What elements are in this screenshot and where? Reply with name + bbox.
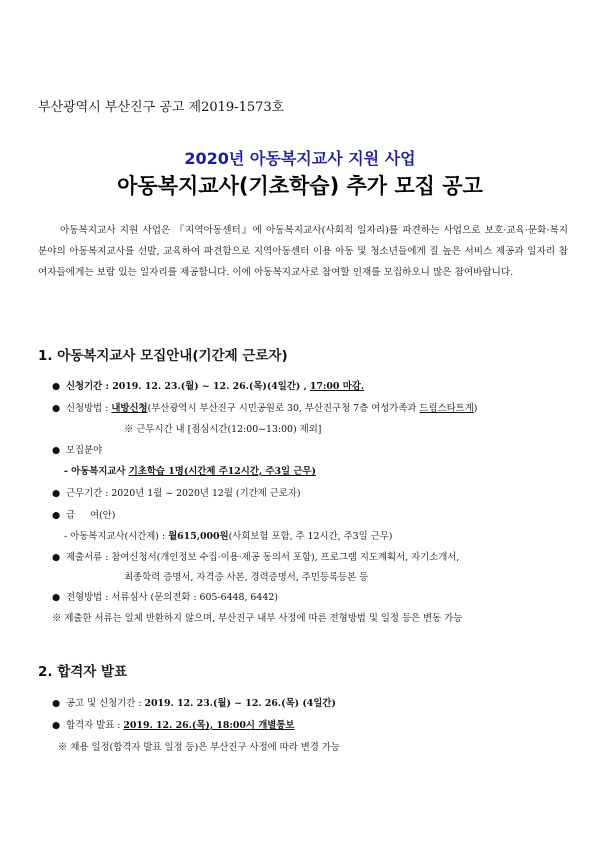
field-prefix: - 아동복지교사 (64, 466, 129, 477)
section2-heading: 2. 합격자 발표 (38, 664, 128, 680)
bullet-icon: ● (52, 698, 61, 709)
pay-suffix: (사회보험 포함, 주 12시간, 주3일 근무) (228, 531, 393, 542)
result-prefix: 합격자 발표 : (66, 720, 124, 731)
item-pay (52, 507, 115, 521)
item-documents (52, 549, 459, 563)
notice-number: 부산광역시 부산진구 공고 제2019-1573호 (38, 100, 285, 115)
item-application-method (52, 400, 477, 414)
section1-heading: 1. 아동복지교사 모집안내(기간제 근로자) (38, 348, 288, 364)
bullet-icon: ● (52, 510, 61, 521)
pay-detail-line (64, 528, 392, 542)
period-label: 신청기간 : 2019. 12. 23.(월) ~ 12. 26.(목)(4일간) , (66, 381, 307, 392)
announce-period-value: 2019. 12. 23.(월) ~ 12. 26.(목) (4일간) (144, 698, 336, 709)
field-label: 모집분야 (66, 445, 103, 456)
item-announce-period (52, 695, 336, 709)
pay-prefix: - 아동복지교사(시간제) : (64, 531, 169, 542)
bullet-icon: ● (52, 592, 61, 603)
work-period: 근무기간 : 2020년 1월 ~ 2020년 12월 (기간제 근로자) (66, 488, 301, 499)
item-field (52, 442, 102, 456)
docs-line-2: 최종학력 증명서, 자격증 사본, 경력증명서, 주민등록등본 등 (124, 572, 369, 583)
bullet-icon: ● (52, 720, 61, 731)
method-note: ※ 근무시간 내 [점심시간(12:00~13:00) 제외] (124, 424, 322, 435)
result-value: 2019. 12. 26.(목), 18:00시 개별통보 (123, 720, 295, 731)
section1-note: ※ 제출한 서류는 일체 반환하지 않으며, 부산진구 내부 사정에 따른 전형방법 및 일정 등은 변동 가능 (52, 613, 463, 624)
pay-label: 급 여(안) (66, 510, 116, 521)
bullet-icon: ● (52, 381, 61, 392)
bullet-icon: ● (52, 552, 61, 563)
item-work-period (52, 485, 301, 499)
method-visit: 내방신청 (111, 403, 148, 414)
item-application-period (52, 378, 364, 392)
screening: 전형방법 : 서류심사 (문의전화 : 605-6448, 6442) (66, 592, 278, 603)
title-line-1: 2020년 아동복지교사 지원 사업 (184, 149, 416, 168)
bullet-icon: ● (52, 445, 61, 456)
field-detail: 기초학습 1명(시간제 주12시간, 주3일 근무) (128, 466, 316, 477)
method-dream: 드림스타트계 (419, 403, 474, 414)
section2-note: ※ 채용 일정(합격자 발표 일정 등)은 부산진구 사정에 따라 변경 가능 (58, 742, 340, 753)
intro-paragraph: 아동복지교사 지원 사업은 『지역아동센터』에 아동복지교사(사회적 일자리)를 파견하는 사업으로 보호·교육·문화·복지 분야의 아동복지교사를 선발, 교육하여 파견함으로 지역아동센터 이용 아동 및 청소년들에게 질 높은 서비스 제공과 일자리 참여자들에게는 보람 있는 일자리를 제공합니다. 이에 아동복지교사로 참여할 인재를 모집하오니 많은 참여바랍니다. (38, 225, 568, 278)
period-deadline: 17:00 마감. (309, 381, 365, 392)
item-screening (52, 589, 278, 603)
method-label: 신청방법 : (66, 403, 112, 414)
field-detail-line (64, 463, 316, 477)
pay-amount: 월615,000원 (168, 531, 229, 542)
bullet-icon: ● (52, 488, 61, 499)
method-detail: (부산광역시 부산진구 시민공원로 30, 부산진구청 7층 여성가족과 (147, 403, 420, 414)
method-close: ) (473, 403, 478, 414)
announce-period-prefix: 공고 및 신청기간 : (66, 698, 145, 709)
bullet-icon: ● (52, 403, 61, 414)
docs-line-1: 제출서류 : 참여신청서(개인정보 수집·이용·제공 동의서 포함), 프로그램 지도계획서, 자기소개서, (66, 552, 460, 563)
item-result-announcement (52, 717, 294, 731)
title-line-2: 아동복지교사(기초학습) 추가 모집 공고 (117, 174, 483, 198)
